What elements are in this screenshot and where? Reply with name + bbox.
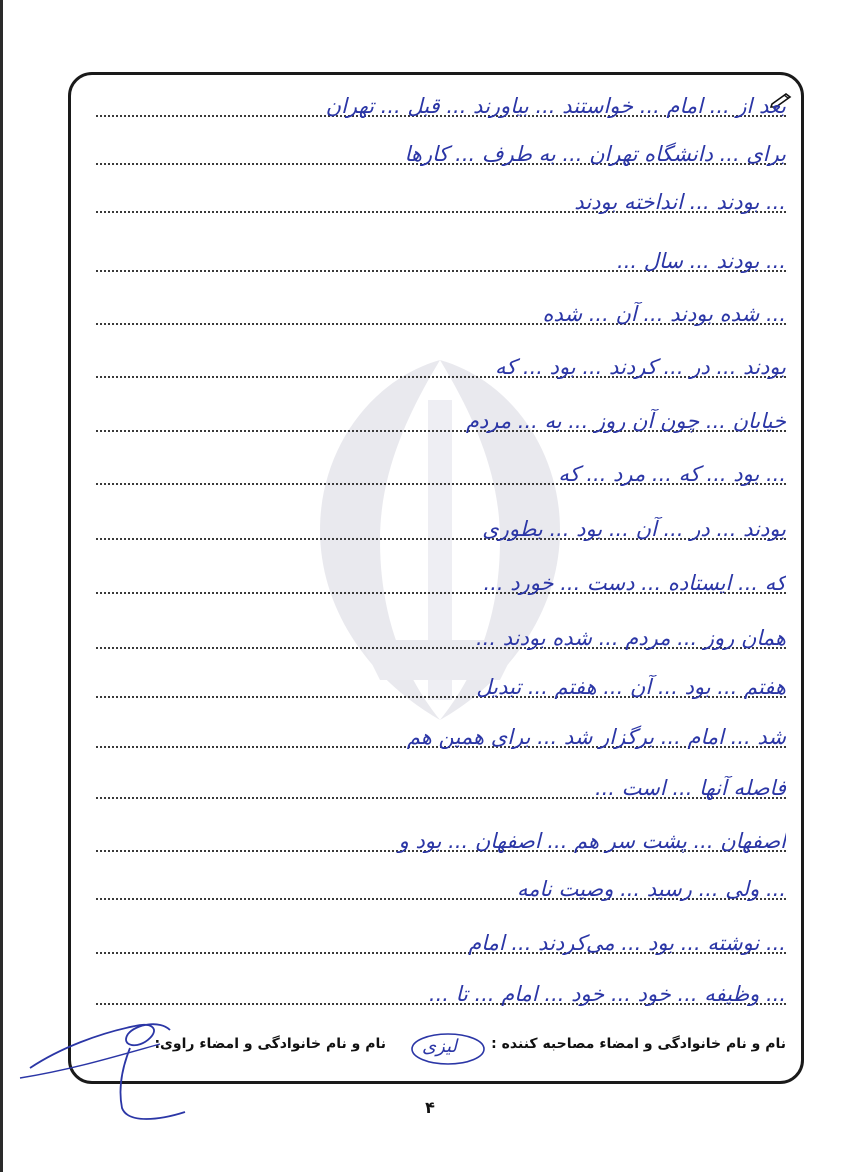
handwritten-line: اصفهان ... پشت سر هم ... اصفهان ... بود و: [398, 829, 786, 853]
handwritten-line: ... بود ... که ... مرد ... که: [558, 462, 786, 486]
handwritten-line: که ... ایستاده ... دست ... خورد ...: [483, 571, 786, 595]
handwritten-line: بودند ... در ... کردند ... بود ... که: [494, 355, 786, 379]
handwritten-line: همان روز ... مردم ... شده بودند ...: [476, 626, 786, 650]
handwritten-line: ... نوشته ... بود ... می‌کردند ... امام: [468, 931, 786, 955]
page-number: ۴: [425, 1098, 435, 1117]
ruled-lines: [96, 0, 786, 1172]
handwritten-line: فاصله آنها ... است ...: [594, 776, 786, 800]
handwritten-line: ... بودند ... انداخته بودند: [574, 190, 786, 214]
handwritten-line: برای ... دانشگاه تهران ... به طرف ... کارها: [404, 142, 786, 166]
page-left-edge: [0, 0, 3, 1172]
interviewer-signature-label: نام و نام خانوادگی و امضاء مصاحبه کننده :: [491, 1036, 786, 1052]
handwritten-line: هفتم ... بود ... آن ... هفتم ... تبدیل: [476, 675, 786, 699]
handwritten-line: بودند ... در ... آن ... بود ... بطوری: [482, 517, 786, 541]
handwritten-line: ... شده بودند ... آن ... شده: [542, 302, 786, 326]
interviewer-signature-text: لیزی: [422, 1036, 457, 1057]
handwritten-line: ... ولی ... رسید ... وصیت نامه: [517, 877, 786, 901]
handwritten-line: ... وظیفه ... خود ... خود ... امام ... تا ...: [428, 982, 786, 1006]
handwritten-line: بعد از ... امام ... خواستند ... بیاورند ... قبل ... تهران: [325, 94, 786, 118]
narrator-signature-label: نام و نام خانوادگی و امضاء راوی:: [154, 1036, 386, 1052]
handwritten-line: ... بودند ... سال ...: [617, 249, 786, 273]
handwritten-line: خیابان ... چون آن روز ... به ... مردم: [465, 409, 786, 433]
handwritten-line: شد ... امام ... برگزار شد ... برای همین هم: [406, 725, 786, 749]
interviewer-signature: [408, 1030, 488, 1068]
